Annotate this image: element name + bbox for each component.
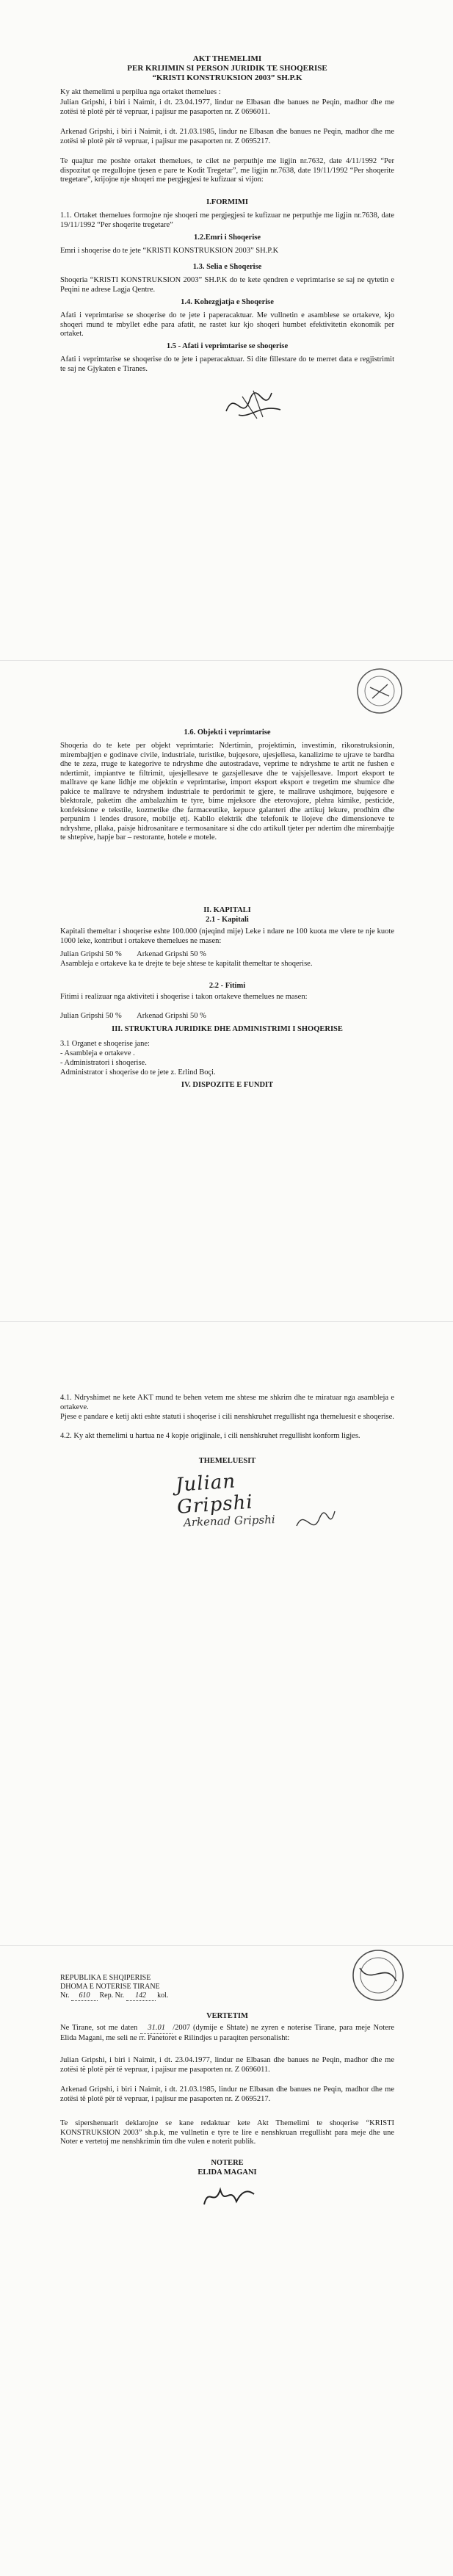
emri-text: Emri i shoqerise do te jete “KRISTI KONSTRUKSION 2003” SH.P.K [60,247,279,255]
struktura-text: 3.1 Organet e shoqerise jane: [60,1040,150,1048]
kapitali-shares: Julian Gripshi 50 % Arkenad Gripshi 50 % [60,950,206,958]
document-page-4 [0,1946,453,2576]
section-objekti: 1.6. Objekti i veprimtarise [184,728,271,737]
document-page-2 [0,661,453,1322]
clause-4-1: 4.1. Ndryshimet ne kete AKT mund te behen vetem me shtese me shkrim dhe te miratuar nga asambleja e ortakeve. [60,1394,394,1411]
stamp-seal-icon [354,665,405,717]
section-dispozite: IV. DISPOZITE E FUNDIT [181,1081,274,1089]
clause-4-2: 4.2. Ky akt themelimi u hartua ne 4 kopje origjinale, i cili nenshkruhet rregullisht konform ligjes. [60,1432,360,1440]
organ-1: - Asambleja e ortakeve . [60,1049,135,1057]
notary-title: NOTERE [211,2159,244,2167]
fitimi-shares: Julian Gripshi 50 % Arkenad Gripshi 50 % [60,1012,206,1020]
document-page-1 [0,0,453,661]
notary-stamp-icon [345,1946,411,2005]
notary-person-2: Arkenad Gripshi, i biri i Naimit, i dt. 21.03.1985, lindur ne Elbasan dhe banues ne Peqin, madhor dhe me zotësi të plotë për të vepruar, i pajisur me pasaporten nr. Z 0695217. [60,2085,394,2103]
kapitali-text: Kapitali themeltar i shoqerise eshte 100.000 (njeqind mije) Leke i ndare ne 100 kuota me vlere te nje kuote 1000 leke, kontribut i ortakeve themelues ne masen: [60,927,394,945]
selia-text: Shoqeria “KRISTI KONSTRUKSION 2003” SH.P.K do te kete qendren e veprimtarise se saj ne qytetin e Peqini ne adrese Lagja Qentre. [60,276,394,294]
rep-line-1: REPUBLIKA E SHQIPERISE [60,1974,151,1982]
section-emri: 1.2.Emri i Shoqerise [194,234,261,242]
notary-name: ELIDA MAGANI [197,2168,257,2177]
vertetim-text [60,2024,394,2043]
formimi-text: 1.1. Ortaket themelues formojne nje shoqeri me pergjegjesi te kufizuar ne perputhje me ligjin nr.7638, date 19/11/1992 “Per shoqerite tregetare” [60,211,394,229]
section-kohezgjatja: 1.4. Kohezgjatja e Shoqerise [181,298,274,306]
rep-line-3 [60,1991,244,2001]
notary-person-1: Julian Gripshi, i biri i Naimit, i dt. 23.04.1977, lindur ne Elbasan dhe banues ne Peqin, madhor dhe me zotësi të plotë për të vepruar, i pajisur me pasaporten nr. Z 0696011. [60,2056,394,2074]
section-fitimi: 2.2 - Fitimi [209,982,246,990]
rep-line-2: DHOMA E NOTERISE TIRANE [60,1983,160,1991]
section-selia: 1.3. Selia e Shoqerise [192,263,262,271]
intro-text: Ky akt themelimi u perpilua nga ortaket themelues : [60,88,221,96]
afati-text: Afati i veprimtarise se shoqerise do te jete i paperacaktuar. Si dite fillestare do te merret data e regjistrimit te saj ne Gjykaten e Tiranes. [60,355,394,373]
rep-rep-label: Rep. Nr. [99,1991,125,2000]
founder-2: Arkenad Gripshi, i biri i Naimit, i dt. 21.03.1985, lindur ne Elbasan dhe banues ne Peqin, madhor dhe me zotësi të plotë për të vepruar, i pajisur me pasaporten nr. Z 0695217. [60,128,394,145]
page-title [60,54,394,83]
signature-scribble-icon [294,1504,338,1541]
clause-4-1b: Pjese e pandare e ketij akti eshte statuti i shoqerise i cili nenshkruhet rregullisht nga themeluesit e shoqerise. [60,1413,394,1421]
title-line-3: “KRISTI KONSTRUKSION 2003” SH.P.K [152,73,302,82]
rep-kol-label: kol. [157,1991,169,2000]
signature-arkenad: Arkenad Gripshi [183,1513,275,1530]
section-formimi: I.FORMIMI [206,198,248,206]
notary-signature-icon [200,2179,258,2212]
rep-rep-value: 142 [126,1991,156,2001]
vertetim-heading: VERTETIM [206,2012,248,2020]
rep-nr-label: Nr. [60,1991,70,2000]
kapitali-text-2: Asambleja e ortakeve ka te drejte te beje shtese te kapitalit themeltar te shoqerise. [60,960,313,968]
title-line-1: AKT THEMELIMI [192,54,262,63]
vertetim-date: 31.01 [140,2024,173,2034]
signature-julian: Julian Gripshi [175,1470,254,1519]
fitimi-text: Fitimi i realizuar nga aktiviteti i shoqerise i takon ortakeve themelues ne masen: [60,993,308,1001]
section-kapitali: II. KAPITALI [203,906,251,914]
title-line-2: PER KRIJIMIN SI PERSON JURIDIK TE SHOQERISE [127,64,327,73]
document-page-3 [0,1322,453,1946]
themeluesit-heading: THEMELUESIT [198,1457,256,1465]
section-afati: 1.5 - Afati i veprimtarise se shoqerise [166,342,289,350]
section-struktura: III. STRUKTURA JURIDIKE DHE ADMINISTRIMI I SHOQERISE [112,1025,343,1033]
vertetim-prefix: Ne Tirane, sot me daten [60,2024,138,2032]
kohezgjatja-text: Afati i veprimtarise se shoqerise do te jete i paperacaktuar. Me vullnetin e asamblese se ortakeve, kjo shoqeri mund te mbyllet edhe para afatit, ne rastet kur kjo shoqeri humbet efektivitetin ekonomik per ortaket. [60,311,394,338]
vertetim-suffix: /2007 (dymije e Shtate) ne zyren e noterise Tirane, para meje Notere Elida Magani, me seli ne rr. Panetoret e Rilindjes u paraqiten personalisht: [60,2024,395,2042]
notary-declaration: Te sipershenuarit deklarojne se kane redaktuar kete Akt Themelimi te shoqerise “KRISTI KONSTRUKSION 2003” sh.p.k, me vullnetin e tyre te lire e nenshkruan rregullisht para meje dhe une Noter e vertetoj me nenshkrimin tim dhe vulen e noterit publik. [60,2119,394,2146]
organ-2: - Administratori i shoqerise. [60,1059,147,1067]
signature-scribble-icon [220,382,286,426]
organ-3: Administrator i shoqerise do te jete z. Erlind Boçi. [60,1068,216,1077]
founders-declaration: Te quajtur me poshte ortaket themelues, te cilet ne perputhje me ligjin nr.7632, date 4/11/1992 “Per dispozitat qe rregullojne tjesen e pare te Kodit Tregetar”, me ligjin nr.7638, date 19/11/1992 “Per shoqerite tregetare”, krijojne nje shoqeri me pergjegjesi te kufizuar si vijon: [60,157,394,184]
objekti-text: Shoqeria do te kete per objekt veprimtarie: Ndertimin, projektimin, investimin, rikonstruksionin, mirembajtjen e godinave civile, industriale, turistike, bujqesore, ujesjellesa, kanalizime te ujrave te bardha dhe te zeza, rruge te kategorive te ndryshme dhe autostradave, veprime te ndryshme te artit ne fushen e ndertimit, impiantve te filtrimit, ujesjellesave te gazsjellesave dhe te vajsjellesave. Import eksport te mallrave qe kane lidhje me objektin e veprimtarise, import eksport eksport e tregetim me shumice dhe pakice te mallrave te ndryshem industriale te perdorimit te gjere, te mallrave ushqimore, bujqesore e blektorale, paketim dhe ambalazhim te tyre, bime mjeksore dhe eterovajore, plehra kimike, pesticide, konfeksione e tekstile, kozmetike dhe farmaceutike, kepuce galanteri dhe artikuj lekure, prodhim dhe perpunim i lendes drusore, mobilje etj. Kabllo elektrik dhe telefonik te llojeve dhe dimensioneve te ndryshme, pllaka, paisje hidrosanitare e termosanitare si dhe cdo artikull tjeter per ndertim dhe mirembajtje te shtepive, hapje bar – restorante, hotele e motele. [60,742,394,842]
founder-1: Julian Gripshi, i biri i Naimit, i dt. 23.04.1977, lindur ne Elbasan dhe banues ne Peqin, madhor dhe me zotësi të plotë për të vepruar, i pajisur me pasaporten nr. Z 0696011. [60,98,394,116]
rep-nr-value: 610 [71,1991,98,2001]
republika-header [60,1974,244,2001]
section-kapitali-sub: 2.1 - Kapitali [206,916,249,924]
